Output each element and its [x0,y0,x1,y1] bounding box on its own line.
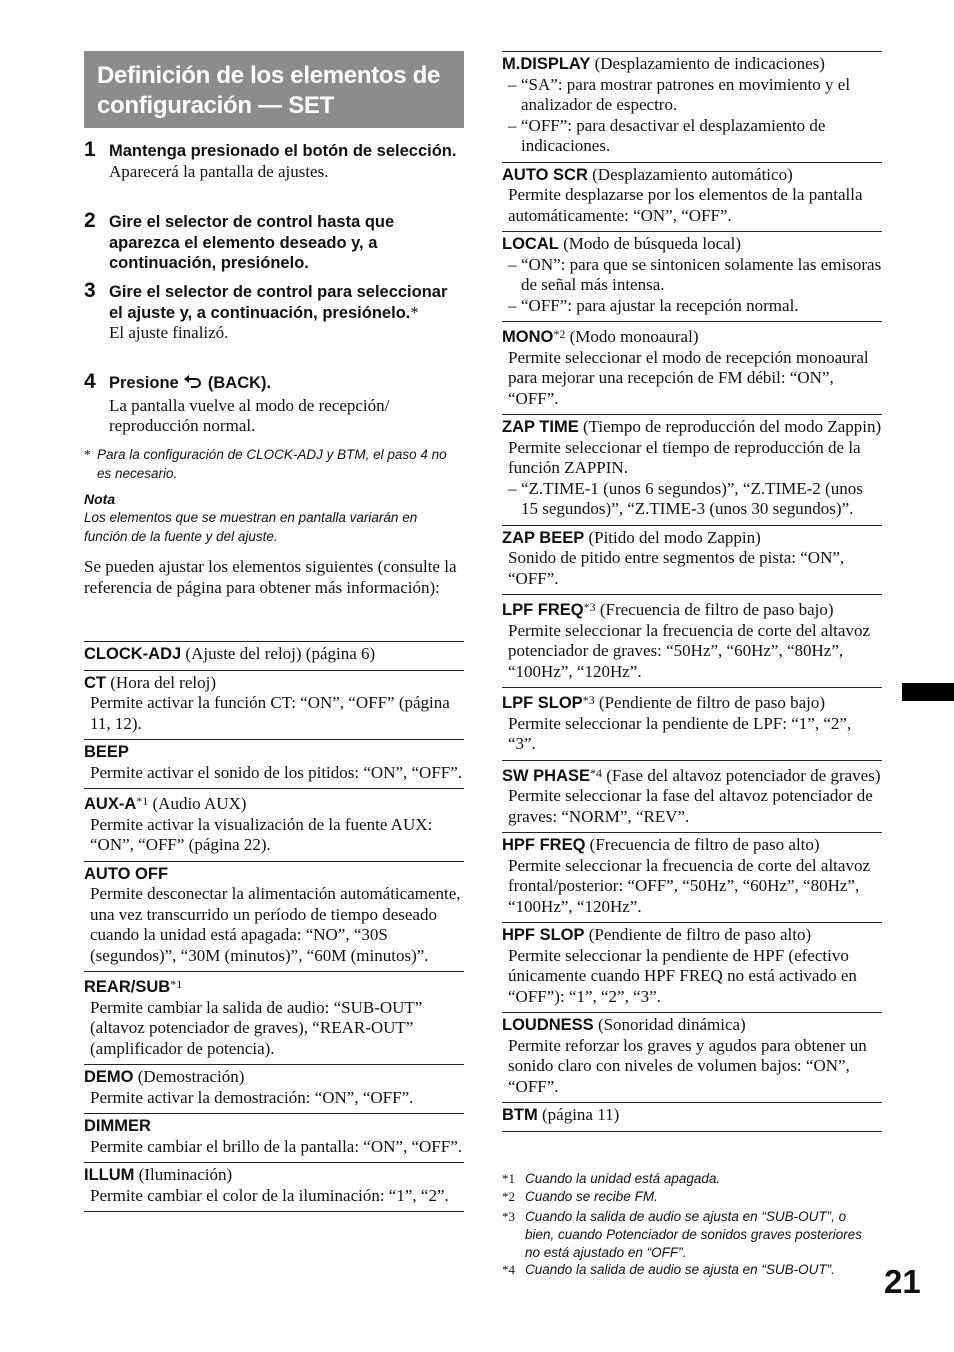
setting-name: ILLUM [84,1166,135,1184]
setting-heading [84,673,464,694]
setting-subtitle: (Fase del altavoz potenciador de graves) [606,765,881,785]
setting-name: ZAP TIME [502,418,579,436]
setting-subtitle: (Ajuste del reloj) (página 6) [185,644,376,663]
setting-description: Permite reforzar los graves y agudos para obtener un sonido claro con niveles de volumen bajos: “ON”, “OFF”. [508,1035,867,1096]
step-result: Aparecerá la pantalla de ajustes. [109,161,329,181]
setting-subtitle: (Sonoridad dinámica) [597,1015,746,1034]
footnote-marker: *1 [136,794,149,808]
setting-item [84,641,464,670]
setting-name: M.DISPLAY [502,55,591,73]
step-number: 1 [84,138,96,161]
setting-name: DEMO [84,1068,134,1086]
footnote-text: Cuando la unidad está apagada. [525,1171,721,1186]
section-title-banner [84,51,464,128]
setting-item [502,162,882,232]
setting-item [502,51,882,162]
setting-item [502,832,882,922]
setting-heading [502,165,882,186]
footnote-mark: *3 [502,1209,515,1224]
setting-item [502,1012,882,1102]
back-arrow-icon [183,374,203,396]
setting-heading [502,234,882,255]
setting-name: AUTO SCR [502,165,588,184]
step-title-text: Gire el selector de control para seleccionar el ajuste y, a continuación, presiónelo. [109,283,448,322]
setting-description: Sonido de pitido entre segmentos de pista: “ON”, “OFF”. [508,548,845,588]
setting-option: – “Z.TIME-1 (unos 6 segundos)”, “Z.TIME-2 (unos 15 segundos)”, “Z.TIME-3 (unos 30 segundos)”. [502,479,882,520]
setting-heading [502,528,882,549]
footnote-text: Cuando la salida de audio se ajusta en “SUB-OUT”. [525,1262,835,1277]
setting-item [502,414,882,525]
setting-name: BTM [502,1106,538,1124]
setting-description: Permite desplazarse por los elementos de la pantalla automáticamente: “ON”, “OFF”. [508,185,863,225]
setting-heading [84,1165,464,1186]
steps-footnote [84,445,464,483]
step-4 [84,370,464,437]
setting-subtitle: (Iluminación) [138,1165,233,1184]
setting-heading [502,417,882,438]
setting-option: – “SA”: para mostrar patrones en movimiento y el analizador de espectro. [502,75,882,116]
step-number: 2 [84,209,96,232]
setting-name: REAR/SUB [84,978,171,996]
setting-name: CT [84,673,106,692]
setting-description: Permite activar la visualización de la fuente AUX: “ON”, “OFF” (página 22). [90,814,433,854]
setting-heading [502,835,882,856]
footnote-text: Cuando se recibe FM. [525,1189,658,1204]
setting-description: Permite seleccionar el modo de recepción monoaural para mejorar una recepción de FM débil: “ON”, “OFF”. [508,347,869,408]
step-title [109,282,464,323]
setting-description: Permite seleccionar la frecuencia de corte del altavoz frontal/posterior: “OFF”, “50Hz”, “60Hz”, “80Hz”, “100Hz”, “120Hz”. [508,855,870,916]
setting-heading [84,974,464,998]
step-2 [84,209,464,274]
setting-subtitle: (Modo de búsqueda local) [563,234,742,253]
setting-name: LOUDNESS [502,1016,594,1034]
setting-name: AUX-A [84,795,137,813]
setting-name: CLOCK-ADJ [84,645,182,663]
intro-paragraph: Se pueden ajustar los elementos siguientes (consulte la referencia de página para obtener más información): [84,557,457,597]
setting-description: Permite seleccionar la pendiente de LPF: “1”, “2”, “3”. [508,713,852,753]
setting-description: Permite cambiar el color de la iluminación: “1”, “2”. [90,1185,449,1205]
setting-subtitle: (Pendiente de filtro de paso alto) [588,925,812,944]
footnote-marker: *4 [590,765,603,780]
step-title: Mantenga presionado el botón de selección. [109,142,457,160]
setting-item [84,1064,464,1113]
footnote-marker: *2 [553,327,566,341]
setting-heading [84,791,464,815]
setting-heading [84,742,464,763]
setting-subtitle: (Tiempo de reproducción del modo Zappin) [582,417,882,436]
setting-name: MONO [502,328,554,346]
setting-heading [502,597,882,621]
setting-subtitle: (Modo monoaural) [569,327,699,346]
setting-name: SW PHASE [502,766,591,785]
step-title: Gire el selector de control hasta que aparezca el elemento deseado y, a continuación, presiónelo. [109,213,395,272]
setting-item [502,321,882,414]
setting-description: Permite cambiar la salida de audio: “SUB-OUT” (altavoz potenciador de graves), “REAR-OUT” (amplificador de potencia). [90,997,423,1058]
setting-subtitle: (Desplazamiento automático) [592,164,793,184]
setting-name: LOCAL [502,235,559,253]
setting-option: – “OFF”: para ajustar la recepción normal. [502,296,882,317]
footnote-item [502,1208,862,1262]
setting-item [502,525,882,595]
setting-item [502,1102,882,1132]
footnote-mark: * [84,447,91,462]
section-tab-marker [902,683,954,701]
setting-item [502,231,882,321]
section-title-line-1: Definición de los elementos de [97,62,441,89]
setting-name: ZAP BEEP [502,528,585,547]
setting-option: – “OFF”: para desactivar el desplazamiento de indicaciones. [502,116,882,157]
setting-heading [502,925,882,946]
note-heading: Nota [84,491,116,507]
setting-subtitle: (página 11) [542,1105,620,1124]
setting-item [502,760,882,833]
step-number: 3 [84,279,96,302]
setting-name: BEEP [84,743,129,761]
footnote-mark: *2 [502,1189,515,1204]
footnote-mark: *1 [502,1171,515,1186]
setting-item [84,670,464,740]
setting-name: AUTO OFF [84,864,169,883]
step-1 [84,138,464,182]
setting-description: Permite activar el sonido de los pitidos: “ON”, “OFF”. [90,762,463,782]
step-result: La pantalla vuelve al modo de recepción/ reproducción normal. [109,395,390,435]
footnote-marker: * [410,302,419,322]
step-title-pre: Presione [109,374,179,392]
setting-option: – “ON”: para que se sintonicen solamente las emisoras de señal más intensa. [502,255,882,296]
setting-description: Permite cambiar el brillo de la pantalla: “ON”, “OFF”. [90,1136,462,1156]
footnote-item [502,1170,862,1188]
setting-item [84,1113,464,1162]
setting-item [84,1162,464,1212]
footnote-item [502,1188,862,1206]
step-number: 4 [84,370,96,393]
setting-heading [84,1067,464,1088]
footnote-marker: *1 [170,977,183,991]
setting-heading [84,1116,464,1137]
setting-heading [502,54,882,75]
setting-subtitle: (Pitido del modo Zappin) [588,527,761,547]
note-text: Los elementos que se muestran en pantalla variarán en función de la fuente y del ajuste. [84,510,418,544]
setting-heading [84,864,464,885]
setting-heading [502,690,882,714]
setting-item [84,739,464,788]
page-number: 21 [884,1263,921,1300]
setting-subtitle: (Frecuencia de filtro de paso bajo) [599,600,834,619]
setting-heading [502,763,882,787]
setting-name: DIMMER [84,1117,151,1135]
step-title [109,373,464,396]
setting-name: LPF FREQ [502,601,584,619]
setting-item [502,594,882,687]
footnote-item [502,1261,862,1279]
setting-subtitle: (Demostración) [137,1067,245,1086]
setting-item [84,971,464,1064]
footnote-marker: *3 [583,600,596,614]
setting-item [502,922,882,1012]
setting-description: Permite activar la demostración: “ON”, “OFF”. [90,1087,414,1107]
section-title-line-2: configuración — SET [97,92,334,119]
setting-description: Permite seleccionar la fase del altavoz potenciador de graves: “NORM”, “REV”. [508,786,873,826]
setting-description: Permite seleccionar el tiempo de reproducción de la función ZAPPIN. [508,437,861,477]
footnote-marker: *3 [582,693,595,707]
setting-name: LPF SLOP [502,694,583,712]
step-result: El ajuste finalizó. [109,323,229,342]
setting-heading [502,1015,882,1036]
step-3 [84,279,464,344]
setting-item [84,861,464,972]
setting-subtitle: (Hora del reloj) [110,672,216,692]
setting-heading [502,324,882,348]
setting-description: Permite seleccionar la frecuencia de corte del altavoz potenciador de graves: “50Hz”, “60Hz”, “80Hz”, “100Hz”, “120Hz”. [508,620,870,681]
footnote-text: Para la configuración de CLOCK-ADJ y BTM, el paso 4 no es necesario. [97,447,447,481]
setting-subtitle: (Desplazamiento de indicaciones) [594,54,825,73]
setting-description: Permite desconectar la alimentación automáticamente, una vez transcurrido un período de tiempo deseado cuando la unidad está apagada: “NO”, “30S (segundos)”, “30M (minutos)”, “60M (minutos)”. [90,884,461,965]
setting-subtitle: (Frecuencia de filtro de paso alto) [589,835,820,854]
settings-list-left [84,641,464,1212]
setting-item [502,687,882,760]
footnote-mark: *4 [502,1262,515,1277]
footnote-text: Cuando la salida de audio se ajusta en “SUB-OUT”, o bien, cuando Potenciador de sonidos graves posteriores no está ajustado en “OFF”. [525,1209,862,1260]
step-title-post: (BACK). [207,374,272,392]
setting-description: Permite activar la función CT: “ON”, “OFF” (página 11, 12). [90,693,450,733]
setting-description: Permite seleccionar la pendiente de HPF (efectivo únicamente cuando HPF FREQ no está activado en “OFF”): “1”, “2”, “3”. [508,945,857,1006]
setting-subtitle: (Pendiente de filtro de paso bajo) [598,693,826,712]
setting-name: HPF SLOP [502,926,585,944]
setting-item [84,788,464,861]
setting-heading [502,1105,882,1126]
settings-list-right [502,51,882,1132]
setting-name: HPF FREQ [502,836,586,854]
setting-heading [84,644,464,665]
setting-subtitle: (Audio AUX) [152,794,247,813]
